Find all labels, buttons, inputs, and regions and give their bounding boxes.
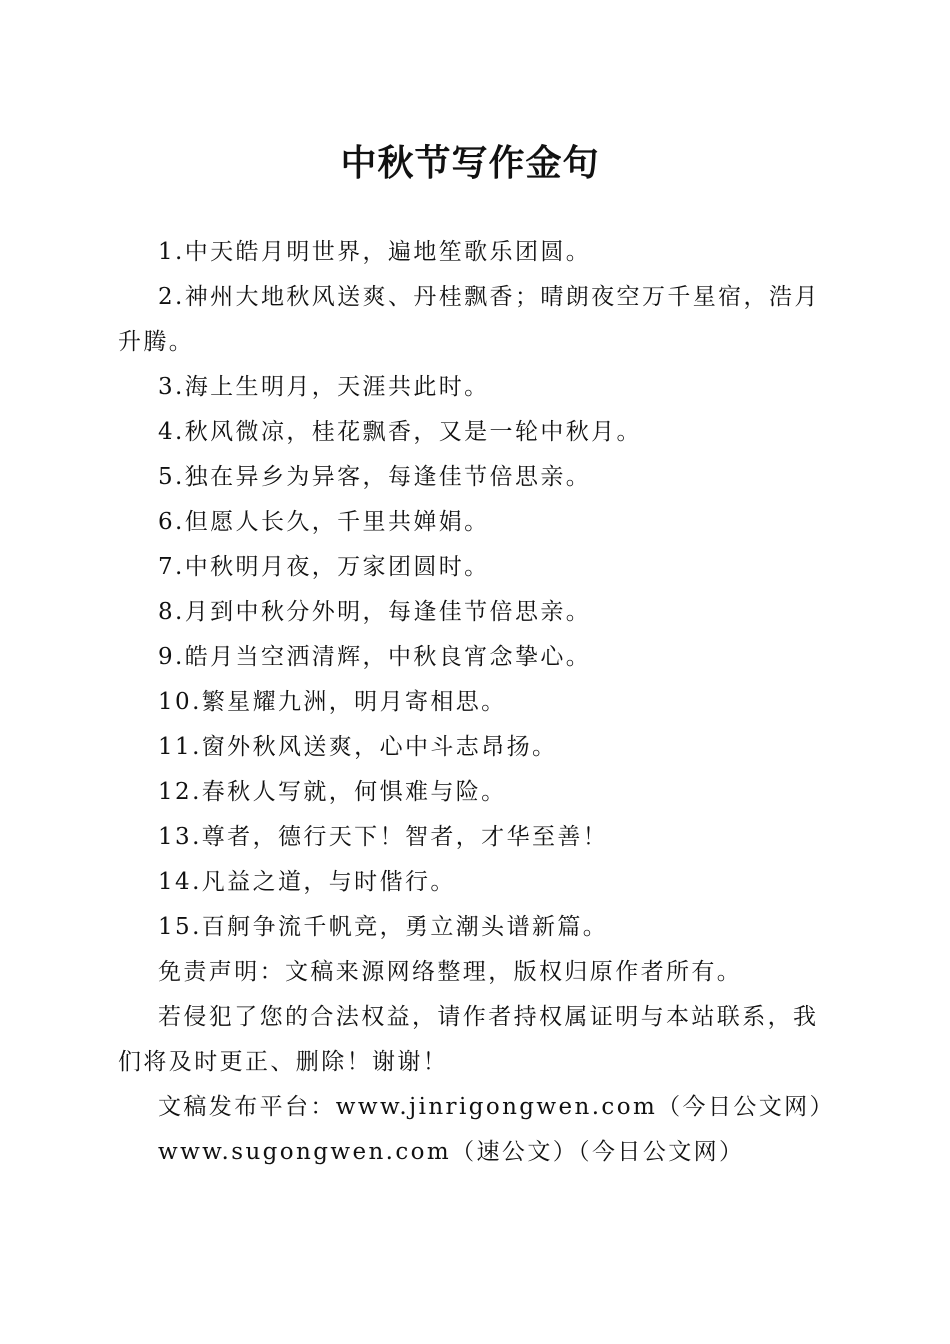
disclaimer-text: 免责声明：文稿来源网络整理，版权归原作者所有。 <box>158 959 743 985</box>
paragraph-8: 8.月到中秋分外明，每逢佳节倍思亲。 <box>158 599 592 625</box>
paragraph-12: 12.春秋人写就，何惧难与险。 <box>158 779 507 805</box>
document-body <box>118 230 835 1175</box>
paragraph-1: 1.中天皓月明世界，遍地笙歌乐团圆。 <box>158 239 592 265</box>
paragraph-4: 4.秋风微凉，桂花飘香，又是一轮中秋月。 <box>158 419 642 445</box>
paragraph-13: 13.尊者，德行天下！智者，才华至善！ <box>158 824 609 850</box>
paragraph-6: 6.但愿人长久，千里共婵娟。 <box>158 509 490 535</box>
paragraph-2: 2.神州大地秋风送爽、丹桂飘香；晴朗夜空万千星宿，浩月升腾。 <box>118 284 820 355</box>
paragraph-7: 7.中秋明月夜，万家团圆时。 <box>158 554 490 580</box>
publish-platform-alt: www.sugongwen.com（速公文）（今日公文网） <box>158 1139 745 1165</box>
paragraph-11: 11.窗外秋风送爽，心中斗志昂扬。 <box>158 734 558 760</box>
document-title: 中秋节写作金句 <box>340 142 600 184</box>
infringement-notice: 若侵犯了您的合法权益，请作者持权属证明与本站联系，我们将及时更正、删除！谢谢！ <box>118 1004 819 1075</box>
paragraph-3: 3.海上生明月，天涯共此时。 <box>158 374 490 400</box>
paragraph-5: 5.独在异乡为异客，每逢佳节倍思亲。 <box>158 464 592 490</box>
paragraph-9: 9.皓月当空洒清辉，中秋良宵念挚心。 <box>158 644 592 670</box>
paragraph-14: 14.凡益之道，与时偕行。 <box>158 869 456 895</box>
paragraph-15: 15.百舸争流千帆竞，勇立潮头谱新篇。 <box>158 914 609 940</box>
publish-platform: 文稿发布平台：www.jinrigongwen.com（今日公文网） <box>158 1094 835 1120</box>
paragraph-10: 10.繁星耀九洲，明月寄相思。 <box>158 689 507 715</box>
